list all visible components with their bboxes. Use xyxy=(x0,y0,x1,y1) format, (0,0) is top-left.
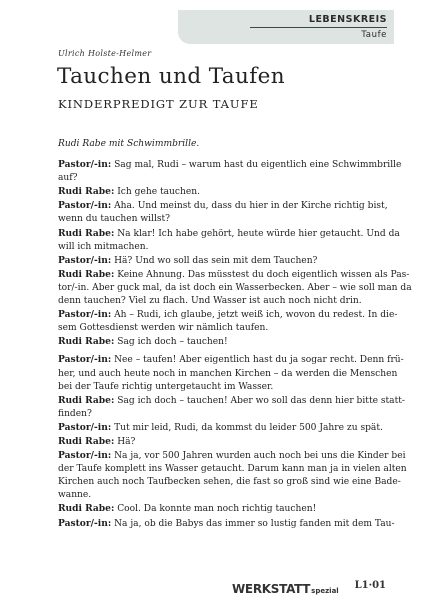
dialogue-text: tor/-in. Aber guck mal, da ist doch ein Wasserbecken. Aber – wie soll man da xyxy=(58,282,412,293)
dialogue-line xyxy=(58,435,388,449)
dialogue-paragraph xyxy=(58,353,407,530)
dialogue-line xyxy=(58,381,388,394)
logo-sub-text: spezial xyxy=(311,587,339,595)
dialogue-text: Aha. Und meinst du, dass du hier in der Kirche richtig bist, xyxy=(111,201,388,212)
dialogue-line xyxy=(58,268,410,282)
dialogue-text: Ich gehe tauchen. xyxy=(114,187,200,198)
dialogue-content xyxy=(58,138,412,531)
dialogue-text: finden? xyxy=(58,408,92,419)
page-subtitle: KINDERPREDIGT ZUR TAUFE xyxy=(58,97,259,111)
dialogue-line xyxy=(58,254,388,268)
dialogue-line xyxy=(58,213,388,226)
dialogue-line xyxy=(58,335,388,349)
dialogue-text: Kirchen auch noch Taufbecken sehen, die fast so groß sind wie eine Bade- xyxy=(58,477,401,488)
dialogue-line xyxy=(58,502,388,516)
dialogue-text: denn tauchen? Viel zu flach. Und Wasser ist auch noch nicht drin. xyxy=(58,296,362,307)
dialogue-line xyxy=(58,199,388,213)
dialogue-line xyxy=(58,227,400,241)
logo-main-text: WERKSTATT xyxy=(232,582,311,596)
section-subcategory: Taufe xyxy=(361,30,387,40)
dialogue-body xyxy=(58,158,412,531)
dialogue-text: Sag ich doch – tauchen! Aber wo soll das denn hier bitte statt- xyxy=(114,395,405,406)
dialogue-line xyxy=(58,282,412,295)
dialogue-text: sem Gottesdienst werden wir nämlich taufen. xyxy=(58,323,269,334)
speaker-label: Rudi Rabe: xyxy=(58,503,115,515)
dialogue-line xyxy=(58,322,388,335)
dialogue-text: wenn du tauchen willst? xyxy=(58,214,171,225)
speaker-label: Pastor/-in: xyxy=(58,517,112,529)
speaker-label: Pastor/-in: xyxy=(58,354,112,366)
speaker-label: Rudi Rabe: xyxy=(58,227,115,239)
dialogue-line xyxy=(58,185,388,199)
author-name: Ulrich Holste-Helmer xyxy=(58,49,152,58)
speaker-label: Rudi Rabe: xyxy=(58,268,115,280)
dialogue-text: Hä? Und wo soll das sein mit dem Tauchen? xyxy=(111,255,318,266)
dialogue-text: Nee – taufen! Aber eigentlich hast du ja sogar recht. Denn frü- xyxy=(111,355,404,366)
speaker-label: Rudi Rabe: xyxy=(58,336,115,348)
dialogue-text: Na klar! Ich habe gehört, heute würde hier getaucht. Und da xyxy=(114,228,400,239)
dialogue-line xyxy=(58,449,406,463)
dialogue-line xyxy=(58,421,388,435)
page-title: Tauchen und Taufen xyxy=(57,64,285,89)
speaker-label: Pastor/-in: xyxy=(58,254,112,266)
dialogue-line xyxy=(58,308,398,322)
dialogue-line xyxy=(58,295,388,308)
speaker-label: Rudi Rabe: xyxy=(58,435,115,447)
speaker-label: Rudi Rabe: xyxy=(58,394,115,406)
section-category: LEBENSKREIS xyxy=(308,14,387,25)
speaker-label: Pastor/-in: xyxy=(58,421,112,433)
dialogue-text: Na ja, vor 500 Jahren wurden auch noch bei uns die Kinder bei xyxy=(111,451,406,462)
scene-intro: Rudi Rabe mit Schwimmbrille. xyxy=(58,139,200,149)
dialogue-text: will ich mitmachen. xyxy=(58,241,149,252)
dialogue-text: der Taufe komplett ins Wasser getaucht. Darum kann man ja in vielen alten xyxy=(58,464,407,475)
speaker-label: Pastor/-in: xyxy=(58,309,112,321)
dialogue-text: her, und auch heute noch in manchen Kirchen – da werden die Menschen xyxy=(58,368,398,379)
dialogue-line xyxy=(58,241,388,254)
dialogue-line xyxy=(58,172,388,185)
dialogue-line xyxy=(58,394,405,408)
page-number: L1·01 xyxy=(354,580,386,591)
dialogue-text: Ah – Rudi, ich glaube, jetzt weiß ich, wovon du redest. In die- xyxy=(111,310,398,321)
dialogue-text: Sag ich doch – tauchen! xyxy=(114,337,228,348)
dialogue-line xyxy=(58,517,395,531)
speaker-label: Pastor/-in: xyxy=(58,159,112,171)
dialogue-text: auf? xyxy=(58,173,78,184)
dialogue-line xyxy=(58,463,407,476)
speaker-label: Pastor/-in: xyxy=(58,450,112,462)
dialogue-text: Na ja, ob die Babys das immer so lustig fanden mit dem Tau- xyxy=(111,518,395,529)
section-divider xyxy=(250,27,387,28)
dialogue-text: Sag mal, Rudi – warum hast du eigentlich eine Schwimmbrille xyxy=(111,160,402,171)
dialogue-line xyxy=(58,476,401,489)
dialogue-line xyxy=(58,368,398,381)
dialogue-text: wanne. xyxy=(58,490,92,501)
speaker-label: Pastor/-in: xyxy=(58,200,112,212)
publisher-logo xyxy=(232,578,339,597)
dialogue-text: Cool. Da konnte man noch richtig tauchen! xyxy=(114,504,317,515)
dialogue-text: Hä? xyxy=(114,436,136,447)
dialogue-text: Tut mir leid, Rudi, da kommst du leider 500 Jahre zu spät. xyxy=(111,422,383,433)
dialogue-text: bei der Taufe richtig untergetaucht im Wasser. xyxy=(58,381,274,392)
dialogue-paragraph xyxy=(58,158,412,349)
speaker-label: Rudi Rabe: xyxy=(58,186,115,198)
dialogue-line xyxy=(58,353,404,367)
dialogue-line xyxy=(58,408,388,421)
dialogue-line xyxy=(58,489,388,502)
dialogue-text: Keine Ahnung. Das müsstest du doch eigentlich wissen als Pas- xyxy=(114,269,410,280)
dialogue-line xyxy=(58,158,402,172)
